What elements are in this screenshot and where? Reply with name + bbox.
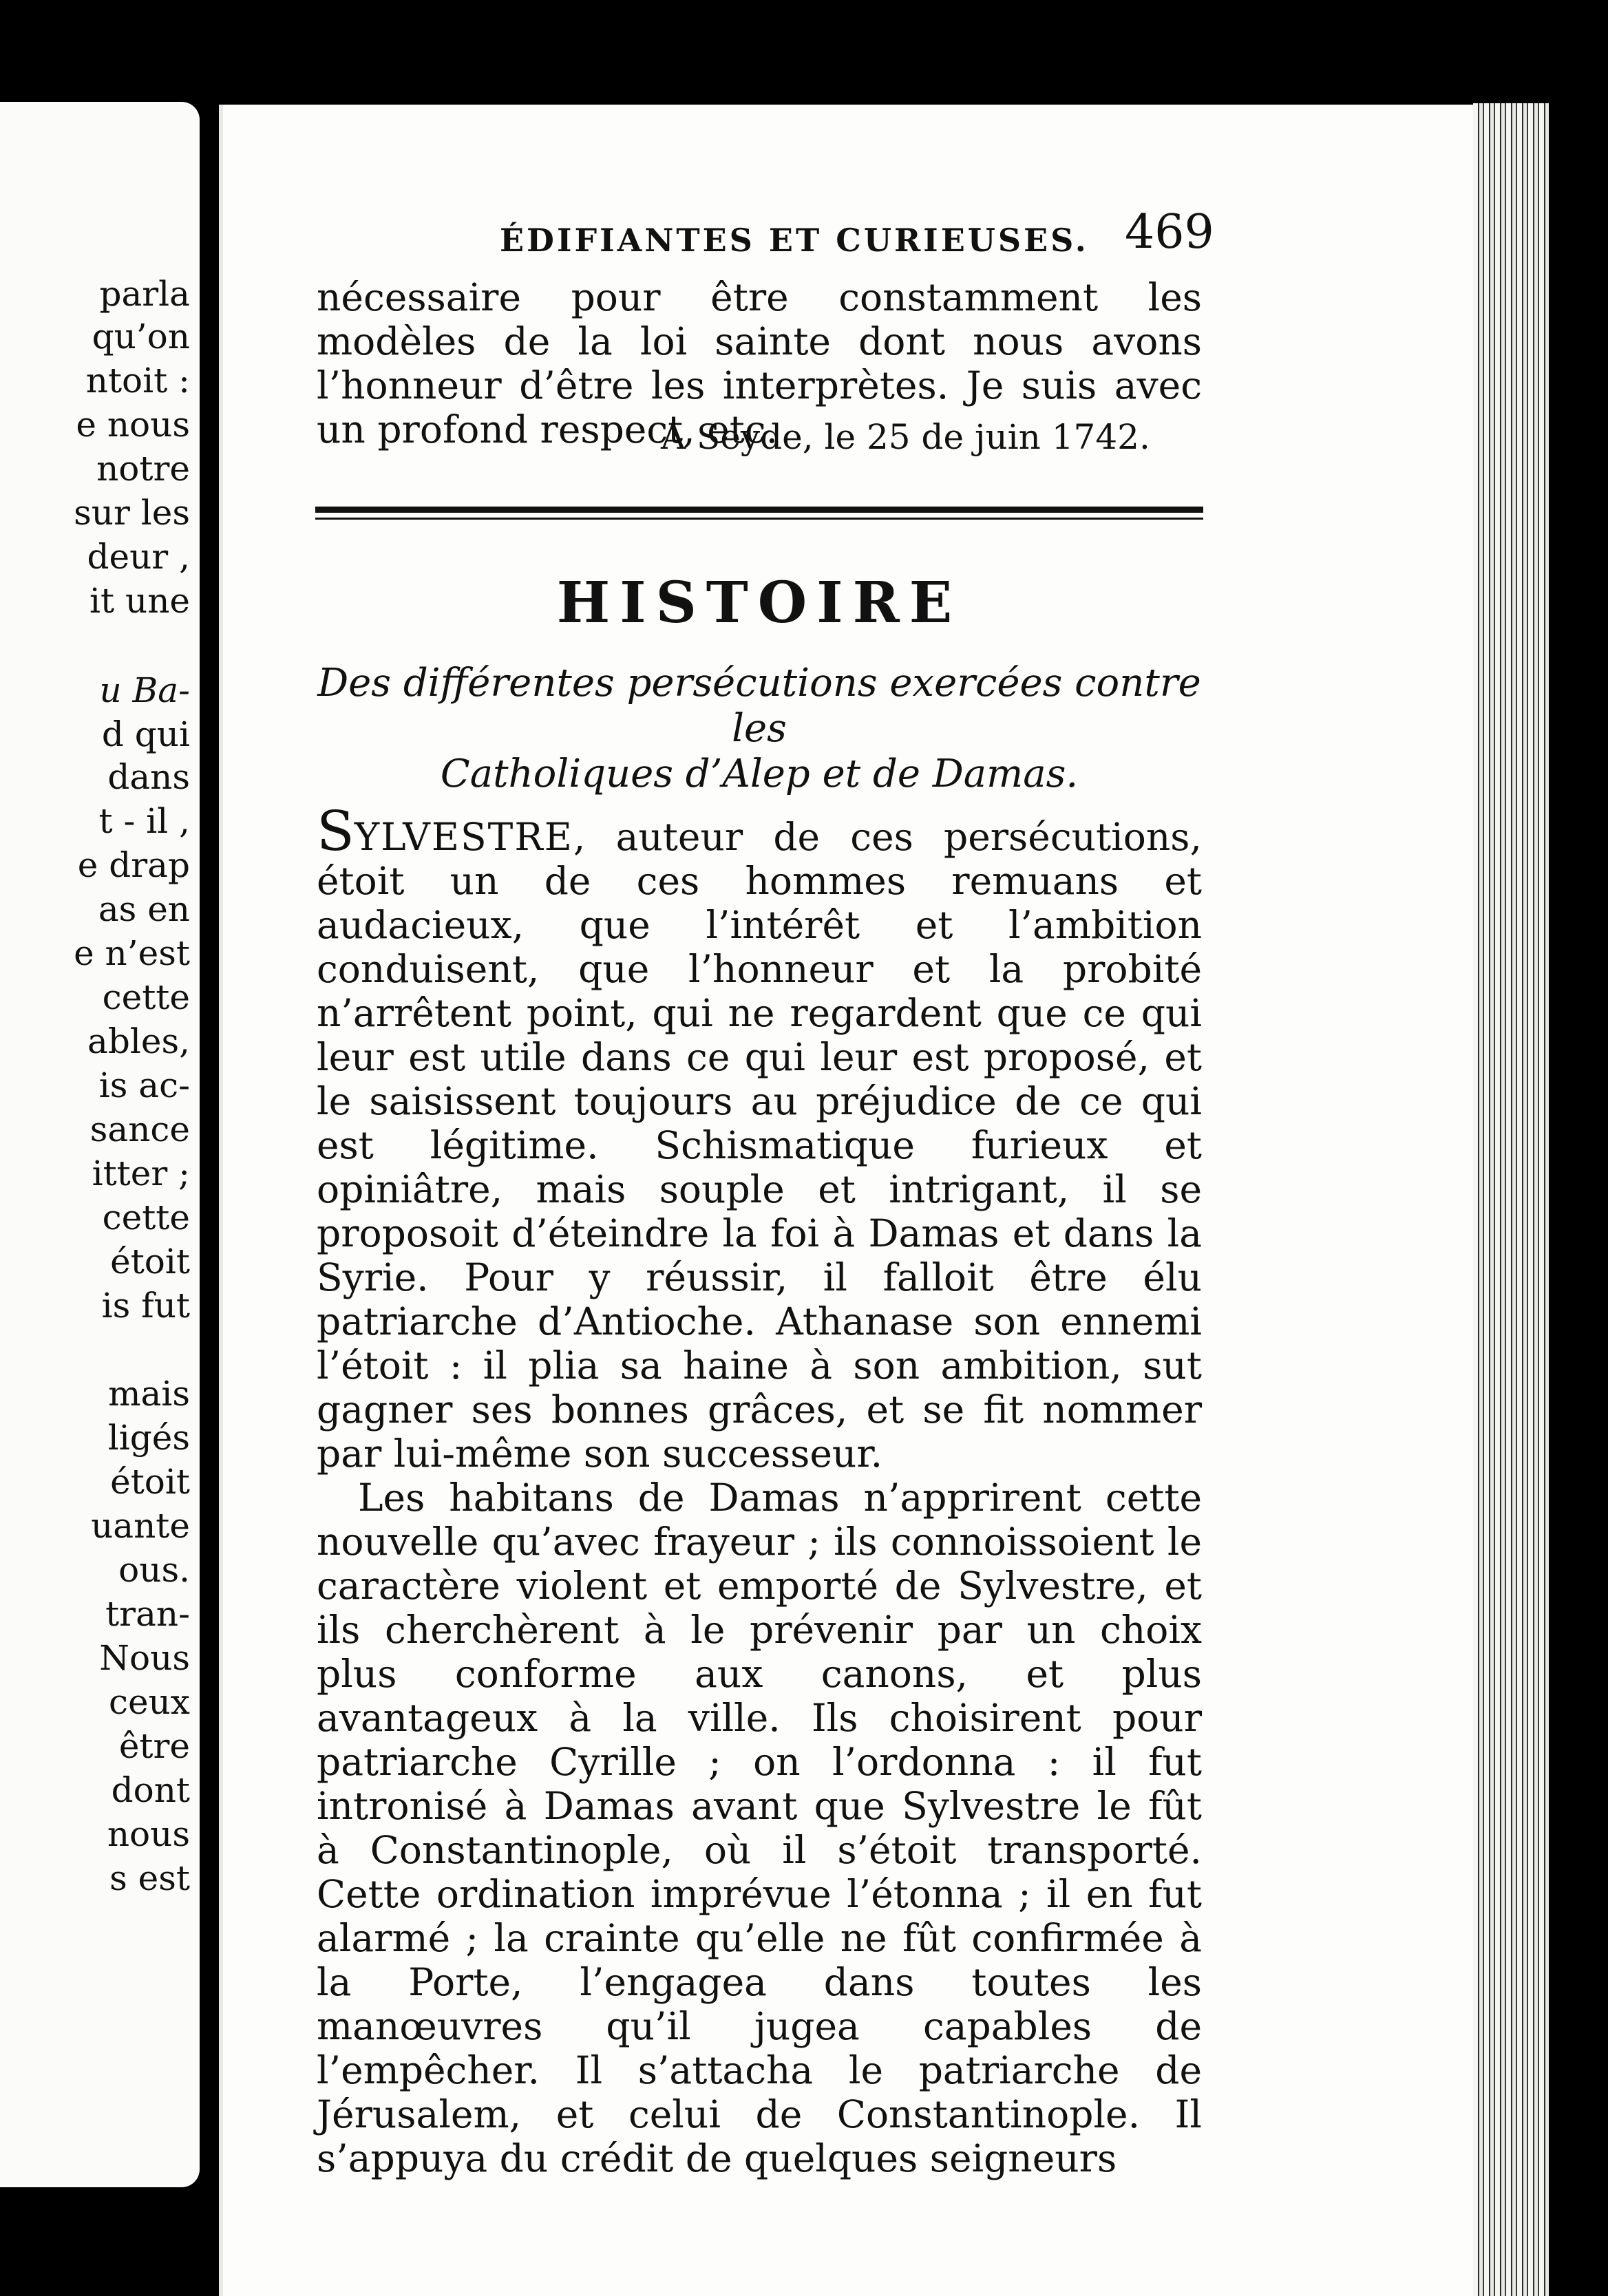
section-rule bbox=[315, 507, 1203, 513]
left-page-line: uante bbox=[91, 1506, 190, 1546]
left-page-line: as en bbox=[98, 889, 190, 929]
left-page-line: dont bbox=[111, 1770, 190, 1810]
left-page-line: e drap bbox=[77, 845, 190, 885]
section-title: HISTOIRE bbox=[556, 570, 962, 636]
left-page-line: qu’on bbox=[92, 317, 190, 357]
left-page-line: dans bbox=[107, 757, 190, 797]
left-page-line: ous. bbox=[118, 1550, 190, 1590]
left-page-line: Nous bbox=[99, 1638, 190, 1678]
left-page-line: être bbox=[118, 1726, 190, 1766]
left-page-line: deur , bbox=[87, 537, 190, 577]
left-page-line: s est bbox=[109, 1858, 190, 1898]
left-page-line: mais bbox=[108, 1374, 190, 1414]
left-page-line: u Ba- bbox=[99, 670, 190, 710]
signoff: A Seyde, le 25 de juin 1742. bbox=[661, 417, 1150, 457]
left-page-line: d qui bbox=[101, 714, 190, 754]
left-page-line: sur les bbox=[74, 493, 190, 533]
opening-paragraph-text: nécessaire pour être constamment les modèles de la loi sainte dont nous avons l’honneur d’être les interprètes. Je suis avec un profond respect, etc. bbox=[317, 275, 1202, 451]
left-page-line: tran- bbox=[105, 1594, 190, 1634]
left-page-line: is ac- bbox=[98, 1065, 190, 1105]
left-page-line: ables, bbox=[87, 1021, 190, 1061]
left-page-line: notre bbox=[96, 449, 190, 489]
left-page-line: ntoit : bbox=[85, 361, 190, 401]
paragraph-1 bbox=[317, 799, 1202, 1476]
drop-cap: S bbox=[317, 799, 355, 863]
left-page-line: it une bbox=[89, 581, 190, 621]
left-page-line: parla bbox=[99, 274, 190, 314]
book-page-edges bbox=[1473, 103, 1549, 2296]
left-page-line: cette bbox=[102, 1198, 190, 1237]
left-page-line: étoit bbox=[110, 1462, 190, 1502]
page-number: 469 bbox=[1125, 205, 1214, 259]
left-page-line: ligés bbox=[107, 1418, 190, 1458]
left-page-line: e nous bbox=[76, 405, 190, 445]
left-page-line: is fut bbox=[101, 1286, 190, 1326]
subtitle-line-1: Des différentes persécutions exercées contre les bbox=[317, 661, 1201, 751]
scan-border bbox=[1549, 103, 1608, 2296]
paragraph-2: Les habitans de Damas n’apprirent cette nouvelle qu’avec frayeur ; ils connoissoient le caractère violent et emporté de Sylvestre, et ils cherchèrent à le prévenir par un choix plus conforme aux canons, et plus avantageux à la ville. Ils choisirent pour patriarche Cyrille ; on l’ordonna : il fut intronisé à Damas avant que Sylvestre le fût à Constantinople, où il s’étoit transporté. Cette ordination imprévue l’étonna ; il en fut alarmé ; la crainte qu’elle ne fût confirmée à la Porte, l’engagea dans toutes les manœuvres qu’il jugea capables de l’empêcher. Il s’attacha le patriarche de Jérusalem, et celui de Constantinople. Il s’appuya du crédit de quelques seigneurs bbox=[317, 1476, 1202, 2180]
drop-cap-rest: YLVESTRE bbox=[354, 815, 573, 859]
left-page-line: t - il , bbox=[98, 801, 190, 841]
body-text bbox=[317, 799, 1202, 2180]
section-rule-thin bbox=[315, 518, 1203, 520]
left-page-line: étoit bbox=[110, 1242, 190, 1282]
left-page-line: e n’est bbox=[74, 933, 190, 973]
subtitle-line-2: Catholiques d’Alep et de Damas. bbox=[440, 752, 1079, 796]
left-page-line: ceux bbox=[109, 1682, 190, 1722]
left-page-line: nous bbox=[107, 1814, 190, 1854]
left-page-line: itter ; bbox=[92, 1154, 190, 1193]
left-facing-page bbox=[0, 102, 200, 2187]
section-subtitle bbox=[317, 661, 1202, 797]
left-page-line: sance bbox=[89, 1109, 190, 1149]
paragraph-1-text: , auteur de ces persécutions, étoit un de ces hommes remuans et audacieux, que l’intérêt et l’ambition conduisent, que l’honneur et la probité n’arrêtent point, qui ne regardent que ce qui leur est utile dans ce qui leur est proposé, et le saisissent toujours au préjudice de ce qui est légitime. Schismatique furieux et opiniâtre, mais souple et intrigant, il se proposoit d’éteindre la foi à Damas et dans la Syrie. Pour y réussir, il falloit être élu patriarche d’Antioche. Athanase son ennemi l’étoit : il plia sa haine à son ambition, sut gagner ses bonnes grâces, et se fit nommer par lui-même son successeur. bbox=[317, 815, 1202, 1476]
left-page-line: cette bbox=[102, 977, 190, 1017]
running-head: ÉDIFIANTES ET CURIEUSES. bbox=[500, 222, 1089, 259]
